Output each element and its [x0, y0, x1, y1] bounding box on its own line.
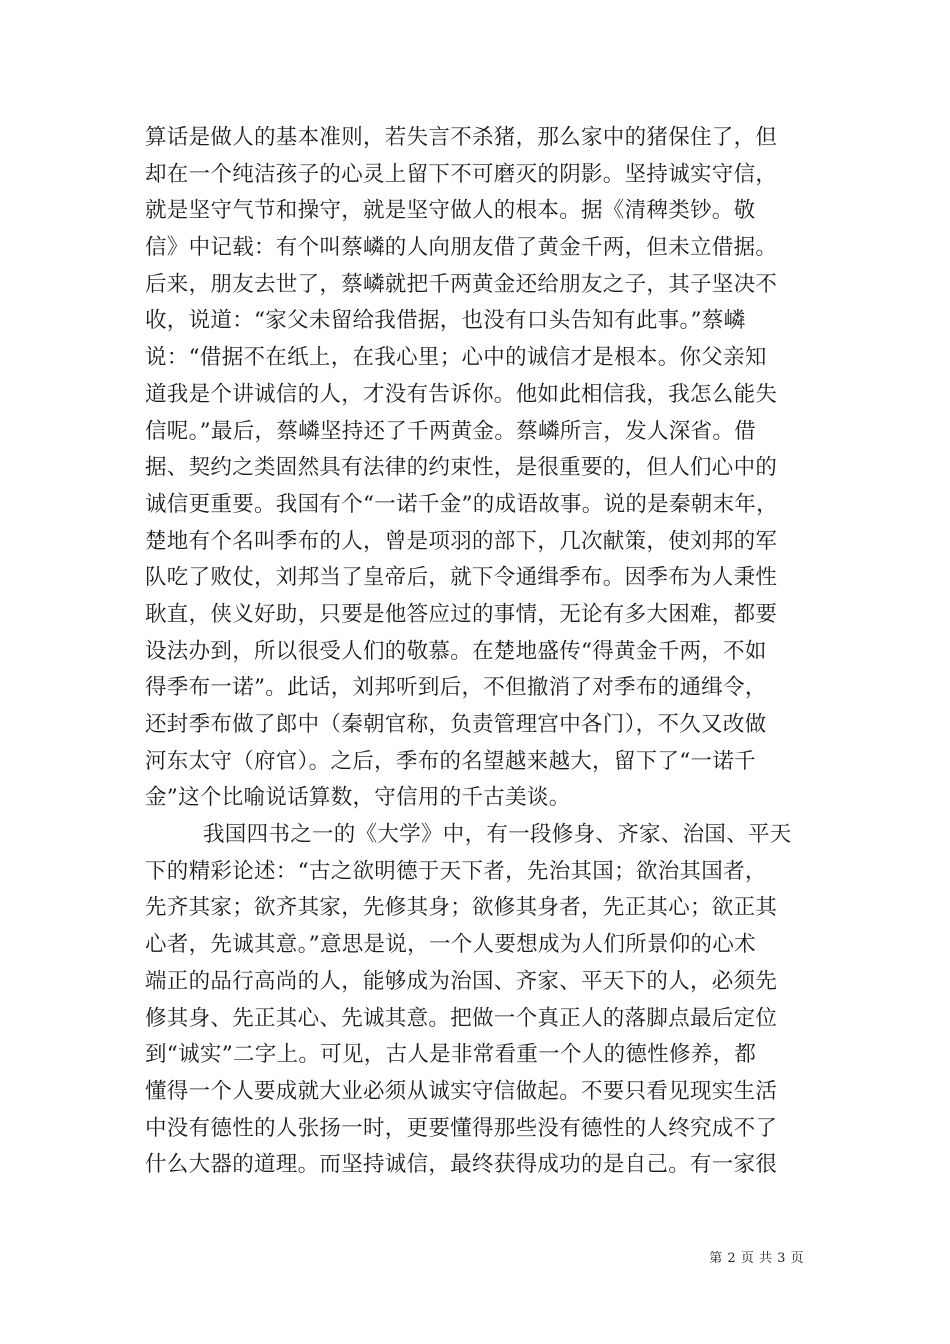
paragraph-2 — [145, 817, 825, 1184]
text-line: 信》中记载：有个叫蔡嶙的人向朋友借了黄金千两，但未立借据。 — [145, 235, 778, 261]
text-line: 先齐其家；欲齐其家，先修其身；欲修其身者，先正其心；欲正其 — [145, 895, 778, 921]
text-line: 信呢。”最后，蔡嶙坚持还了千两黄金。蔡嶙所言，发人深省。借 — [145, 418, 756, 444]
text-line: 中没有德性的人张扬一时，更要懂得那些没有德性的人终究成不了 — [145, 1115, 778, 1141]
text-line: 得季布一诺”。此话，刘邦听到后，不但撤消了对季布的通缉令， — [145, 675, 767, 701]
text-line: 金”这个比喻说话算数，守信用的千古美谈。 — [145, 785, 571, 811]
text-line: 设法办到，所以很受人们的敬慕。在楚地盛传“得黄金千两，不如 — [145, 638, 767, 664]
text-line: 到“诚实”二字上。可见，古人是非常看重一个人的德性修养，都 — [145, 1042, 757, 1068]
text-line: 诚信更重要。我国有个“一诺千金”的成语故事。说的是秦朝末年， — [145, 491, 778, 517]
text-line: 懂得一个人要成就大业必须从诚实守信做起。不要只看见现实生活 — [145, 1078, 778, 1104]
text-line: 心者，先诚其意。”意思是说，一个人要想成为人们所景仰的心术 — [145, 932, 756, 958]
page-number: 第 2 页 共 3 页 — [709, 1251, 804, 1266]
paragraph-1 — [145, 120, 825, 817]
text-line: 算话是做人的基本准则，若失言不杀猪，那么家中的猪保住了，但 — [145, 125, 778, 150]
text-line: 队吃了败仗，刘邦当了皇帝后，就下令通缉季布。因季布为人秉性 — [145, 565, 778, 591]
text-line: 据、契约之类固然具有法律的约束性，是很重要的，但人们心中的 — [145, 455, 778, 481]
text-line: 什么大器的道理。而坚持诚信，最终获得成功的是自己。有一家很 — [145, 1152, 778, 1178]
text-line: 楚地有个名叫季布的人，曾是项羽的部下，几次献策，使刘邦的军 — [145, 528, 778, 554]
text-line: 下的精彩论述：“古之欲明德于天下者，先治其国；欲治其国者， — [145, 858, 767, 884]
text-line: 道我是个讲诚信的人，才没有告诉你。他如此相信我，我怎么能失 — [145, 381, 778, 407]
text-line: 后来，朋友去世了，蔡嶙就把千两黄金还给朋友之子，其子坚决不 — [145, 271, 778, 297]
text-line: 却在一个纯洁孩子的心灵上留下不可磨灭的阴影。坚持诚实守信， — [145, 161, 778, 187]
text-line: 说：“借据不在纸上，在我心里；心中的诚信才是根本。你父亲知 — [145, 345, 767, 371]
text-line: 就是坚守气节和操守，就是坚守做人的根本。据《清稗类钞。敬 — [145, 198, 756, 224]
text-line: 河东太守（府官）。之后，季布的名望越来越大，留下了“一诺千 — [145, 748, 756, 774]
text-line: 端正的品行高尚的人，能够成为治国、齐家、平天下的人，必须先 — [145, 968, 778, 994]
text-line: 我国四书之一的《大学》中，有一段修身、齐家、治国、平天 — [203, 822, 792, 848]
text-line: 修其身、先正其心、先诚其意。把做一个真正人的落脚点最后定位 — [145, 1005, 778, 1031]
text-line: 耿直，侠义好助，只要是他答应过的事情，无论有多大困难，都要 — [145, 601, 778, 627]
text-line: 收，说道：“家父未留给我借据，也没有口头告知有此事。”蔡嶙 — [145, 308, 746, 334]
body-text — [145, 120, 825, 1184]
text-line: 还封季布做了郎中（秦朝官称，负责管理宫中各门），不久又改做 — [145, 712, 767, 737]
